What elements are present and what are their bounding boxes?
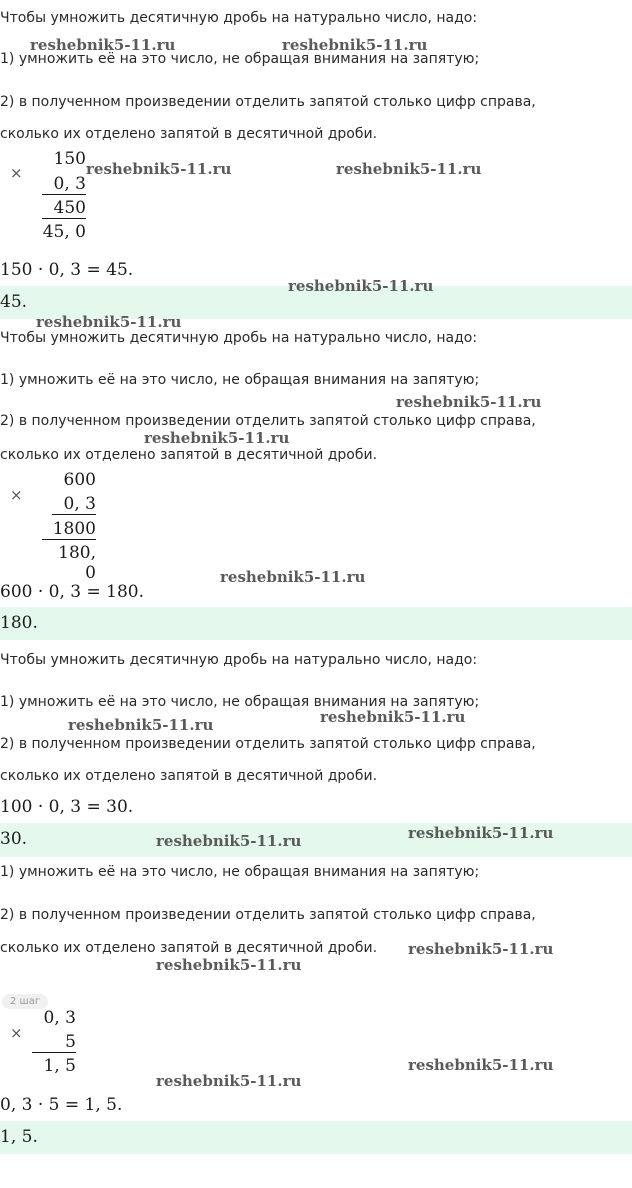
answer-box	[0, 607, 632, 640]
watermark: reshebnik5-11.ru	[408, 1056, 554, 1074]
rule-intro: Чтобы умножить десятичную дробь на натурально число, надо:	[0, 652, 478, 668]
rule-step-1: 1) умножить её на это число, не обращая внимания на запятую;	[0, 864, 480, 880]
watermark: reshebnik5-11.ru	[320, 708, 466, 726]
rule-step-3: сколько их отделено запятой в десятичной дроби.	[0, 126, 378, 142]
answer-value: 45.	[0, 292, 28, 312]
column-partial-product: 1800	[42, 519, 96, 540]
rule-step-2: 2) в полученном произведении отделить запятой столько цифр справа,	[0, 907, 536, 923]
watermark: reshebnik5-11.ru	[86, 160, 232, 178]
watermark: reshebnik5-11.ru	[156, 832, 302, 850]
equation: 100 · 0, 3 = 30.	[0, 797, 134, 817]
rule-intro: Чтобы умножить десятичную дробь на натурально число, надо:	[0, 330, 478, 346]
column-result: 1, 5	[43, 1056, 76, 1076]
rule-step-2: 2) в полученном произведении отделить запятой столько цифр справа,	[0, 736, 536, 752]
watermark: reshebnik5-11.ru	[220, 568, 366, 586]
watermark: reshebnik5-11.ru	[36, 313, 182, 331]
column-multiplier: 5	[32, 1032, 76, 1053]
watermark: reshebnik5-11.ru	[282, 36, 428, 54]
column-multiplicand: 600	[63, 470, 96, 490]
multiply-sign: ×	[10, 164, 23, 182]
watermark: reshebnik5-11.ru	[408, 940, 554, 958]
rule-step-3: сколько их отделено запятой в десятичной дроби.	[0, 447, 378, 463]
multiply-sign: ×	[10, 486, 23, 504]
watermark: reshebnik5-11.ru	[144, 429, 290, 447]
answer-value: 30.	[0, 829, 28, 849]
watermark: reshebnik5-11.ru	[396, 393, 542, 411]
watermark: reshebnik5-11.ru	[336, 160, 482, 178]
column-partial-product: 450	[42, 198, 86, 219]
rule-intro: Чтобы умножить десятичную дробь на натурально число, надо:	[0, 10, 478, 26]
column-multiplier: 0, 3	[42, 174, 86, 195]
rule-step-1: 1) умножить её на это число, не обращая внимания на запятую;	[0, 694, 480, 710]
watermark: reshebnik5-11.ru	[408, 824, 554, 842]
rule-step-3: сколько их отделено запятой в десятичной дроби.	[0, 768, 378, 784]
equation: 0, 3 · 5 = 1, 5.	[0, 1095, 123, 1115]
answer-box	[0, 1121, 632, 1154]
watermark: reshebnik5-11.ru	[156, 1072, 302, 1090]
rule-step-1: 1) умножить её на это число, не обращая внимания на запятую;	[0, 372, 480, 388]
rule-step-2: 2) в полученном произведении отделить запятой столько цифр справа,	[0, 94, 536, 110]
column-multiplicand: 0, 3	[43, 1008, 76, 1028]
equation: 150 · 0, 3 = 45.	[0, 260, 134, 280]
watermark: reshebnik5-11.ru	[30, 36, 176, 54]
multiply-sign: ×	[10, 1024, 23, 1042]
rule-step-2: 2) в полученном произведении отделить запятой столько цифр справа,	[0, 413, 536, 429]
step-badge: 2 шаг	[2, 994, 48, 1009]
answer-value: 180.	[0, 613, 38, 633]
column-result: 180, 0	[58, 543, 96, 583]
watermark: reshebnik5-11.ru	[288, 277, 434, 295]
column-multiplicand: 150	[53, 149, 86, 169]
column-result: 45, 0	[42, 222, 86, 242]
column-multiplier: 0, 3	[52, 494, 96, 515]
watermark: reshebnik5-11.ru	[68, 716, 214, 734]
watermark: reshebnik5-11.ru	[156, 956, 302, 974]
answer-value: 1, 5.	[0, 1127, 38, 1147]
equation: 600 · 0, 3 = 180.	[0, 582, 145, 602]
rule-step-3: сколько их отделено запятой в десятичной дроби.	[0, 940, 378, 956]
rule-step-1: 1) умножить её на это число, не обращая внимания на запятую;	[0, 51, 480, 67]
